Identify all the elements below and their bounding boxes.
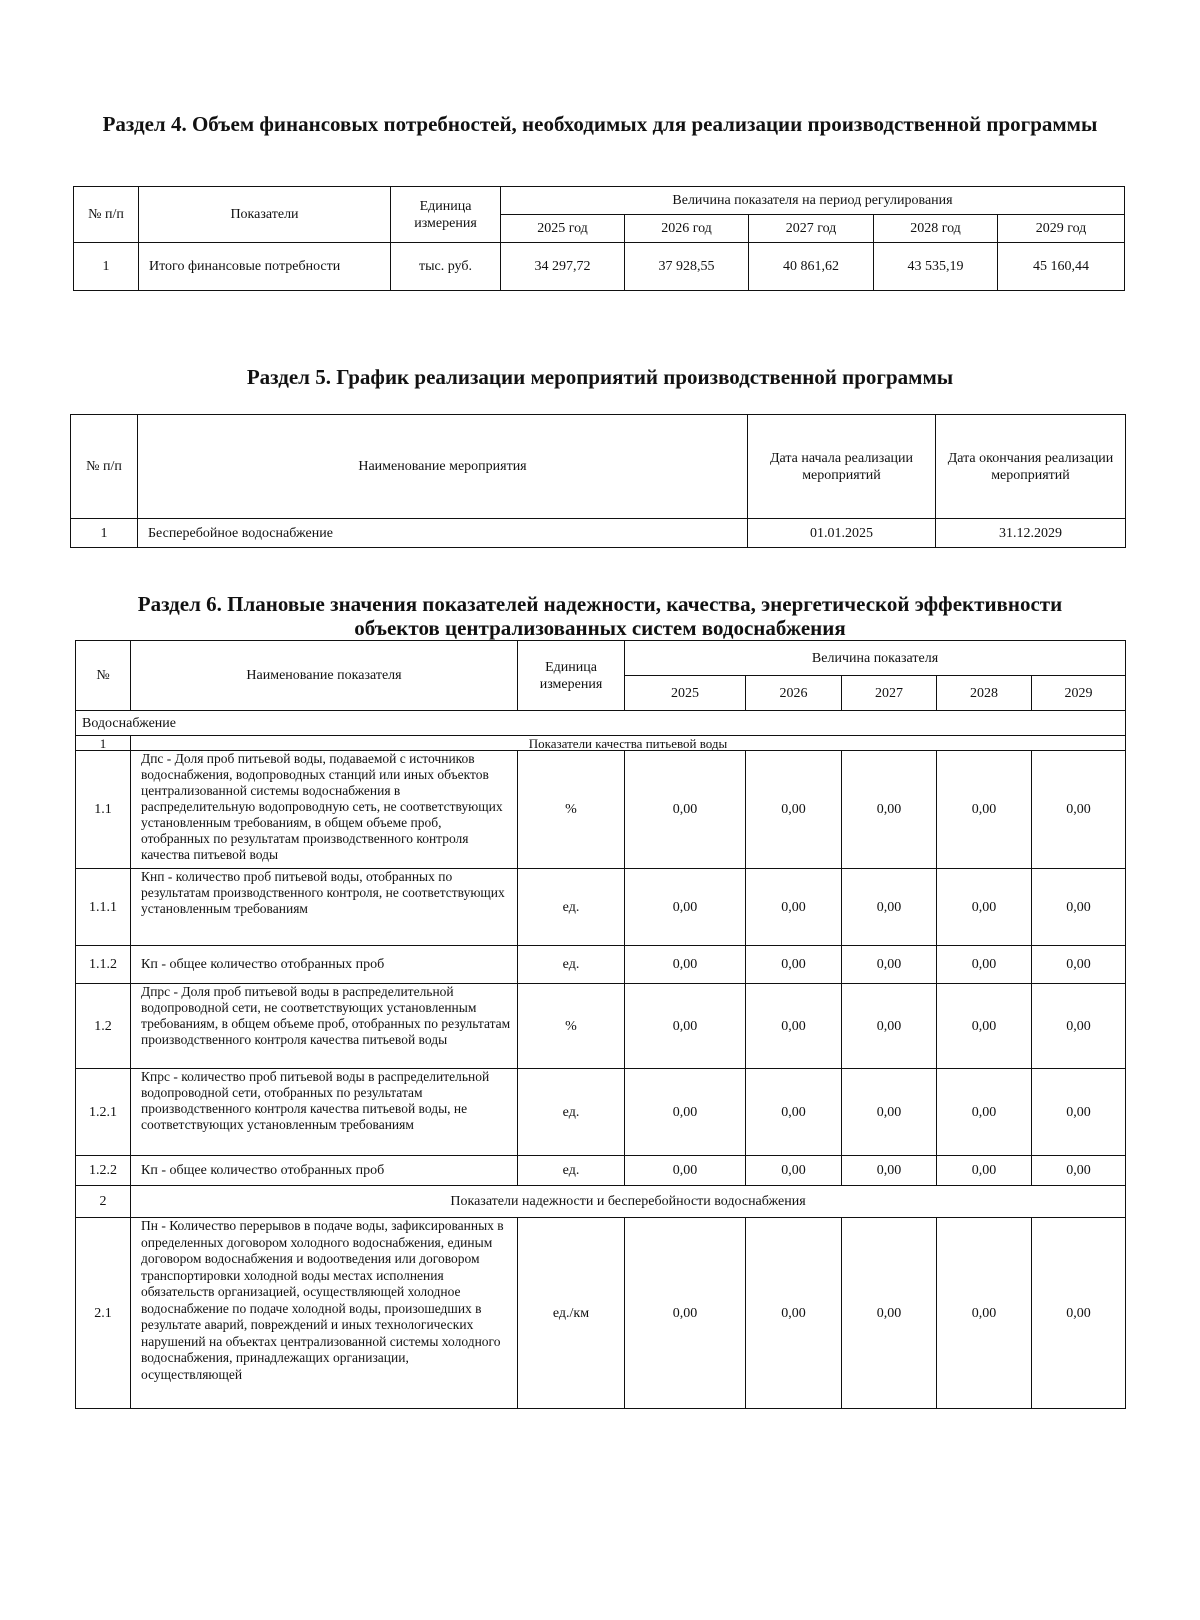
header-year: 2028 год [874, 215, 998, 243]
row-value: 45 160,44 [998, 243, 1125, 291]
row-value: 0,00 [842, 751, 937, 869]
header-year: 2027 [842, 676, 937, 711]
row-unit: ед. [518, 869, 625, 946]
row-value: 0,00 [842, 984, 937, 1069]
row-value: 0,00 [842, 946, 937, 984]
row-value: 0,00 [937, 1069, 1032, 1156]
table-row [76, 946, 1126, 984]
row-value: 0,00 [746, 751, 842, 869]
financial-needs-table [73, 186, 1125, 291]
row-value: 0,00 [842, 1218, 937, 1409]
row-name: Пн - Количество перерывов в подаче воды, зафиксированных в определенных договором холодного водоснабжения, единым договором водоснабжения и водоотведения или договором транспортировки холодной воды местах исполнения обязательств организацией, осуществляющей холодное водоснабжение по подаче холодной воды, произошедших в результате аварий, повреждений и иных технологических нарушений на объектах централизованной системы холодного водоснабжения, принадлежащих организации, осуществляющей [131, 1218, 518, 1409]
row-name: Кп - общее количество отобранных проб [131, 1156, 518, 1186]
row-num: 1.1.1 [76, 869, 131, 946]
row-start: 01.01.2025 [748, 519, 936, 548]
section-title: Показатели надежности и бесперебойности водоснабжения [131, 1186, 1126, 1218]
schedule-table [70, 414, 1126, 548]
row-value: 0,00 [746, 1156, 842, 1186]
section-6-title-line2: объектов централизованных систем водоснабжения [354, 616, 846, 640]
row-value: 0,00 [1032, 984, 1126, 1069]
row-value: 0,00 [625, 1156, 746, 1186]
header-value: Величина показателя [625, 641, 1126, 676]
table-row [76, 1156, 1126, 1186]
row-value: 0,00 [1032, 1218, 1126, 1409]
row-value: 0,00 [842, 1069, 937, 1156]
row-value: 0,00 [1032, 869, 1126, 946]
row-name: Кп - общее количество отобранных проб [131, 946, 518, 984]
row-value: 0,00 [937, 984, 1032, 1069]
row-num: 1.1.2 [76, 946, 131, 984]
row-unit: ед. [518, 1069, 625, 1156]
row-value: 0,00 [625, 1218, 746, 1409]
row-name: Дпс - Доля проб питьевой воды, подаваемой с источников водоснабжения, водопроводных станций или иных объектов централизованной системы водоснабжения в распределительную водопроводную сеть, не соответствующих установленным требованиям, в общем объеме проб, отобранных по результатам производственного контроля качества питьевой воды [131, 751, 518, 869]
header-year: 2026 год [625, 215, 749, 243]
row-unit: тыс. руб. [391, 243, 501, 291]
row-value: 0,00 [842, 1156, 937, 1186]
row-value: 0,00 [1032, 1156, 1126, 1186]
row-num: 1.2.1 [76, 1069, 131, 1156]
header-unit: Единица измерения [518, 641, 625, 711]
section-4-title: Раздел 4. Объем финансовых потребностей, необходимых для реализации производственной программы [102, 112, 1098, 136]
section-6-title-line1: Раздел 6. Плановые значения показателей надежности, качества, энергетической эффективности [137, 592, 1063, 616]
row-value: 0,00 [937, 1156, 1032, 1186]
row-unit: ед./км [518, 1218, 625, 1409]
table-row [76, 1069, 1126, 1156]
row-value: 0,00 [625, 946, 746, 984]
table-row [76, 751, 1126, 869]
row-value: 0,00 [746, 869, 842, 946]
header-num: № п/п [74, 187, 139, 243]
row-value: 0,00 [937, 1218, 1032, 1409]
table-row [76, 984, 1126, 1069]
row-name: Дпрс - Доля проб питьевой воды в распределительной водопроводной сети, не соответствующих установленным требованиям, в общем объеме проб, отобранных по результатам производственного контроля качества питьевой воды [131, 984, 518, 1069]
row-value: 0,00 [625, 751, 746, 869]
group-row: Водоснабжение [76, 711, 1126, 736]
section-num: 1 [76, 736, 131, 751]
row-value: 0,00 [625, 984, 746, 1069]
row-name: Кнп - количество проб питьевой воды, отобранных по результатам производственного контроля, не соответствующих установленным требованиям [131, 869, 518, 946]
header-indicators: Показатели [139, 187, 391, 243]
row-value: 0,00 [842, 869, 937, 946]
row-value: 0,00 [937, 946, 1032, 984]
row-value: 37 928,55 [625, 243, 749, 291]
row-name: Итого финансовые потребности [139, 243, 391, 291]
row-unit: % [518, 984, 625, 1069]
header-num: № [76, 641, 131, 711]
row-num: 1.1 [76, 751, 131, 869]
row-value: 43 535,19 [874, 243, 998, 291]
row-end: 31.12.2029 [936, 519, 1126, 548]
row-num: 2.1 [76, 1218, 131, 1409]
header-name: Наименование показателя [131, 641, 518, 711]
indicators-table [75, 640, 1126, 1409]
header-year: 2028 [937, 676, 1032, 711]
section-num: 2 [76, 1186, 131, 1218]
row-value: 0,00 [625, 869, 746, 946]
header-year: 2026 [746, 676, 842, 711]
row-value: 0,00 [937, 751, 1032, 869]
row-value: 0,00 [1032, 1069, 1126, 1156]
row-value: 0,00 [937, 869, 1032, 946]
row-value: 0,00 [625, 1069, 746, 1156]
row-num: 1 [74, 243, 139, 291]
table-row [71, 519, 1126, 548]
header-name: Наименование мероприятия [138, 415, 748, 519]
table-row [74, 243, 1125, 291]
row-value: 0,00 [1032, 946, 1126, 984]
row-num: 1.2 [76, 984, 131, 1069]
row-name: Кпрс - количество проб питьевой воды в распределительной водопроводной сети, отобранных по результатам производственного контроля качества питьевой воды, не соответствующих установленным требованиям [131, 1069, 518, 1156]
row-name: Бесперебойное водоснабжение [138, 519, 748, 548]
header-num: № п/п [71, 415, 138, 519]
table-row [76, 869, 1126, 946]
section-5-title: Раздел 5. График реализации мероприятий производственной программы [246, 365, 954, 389]
row-value: 0,00 [746, 984, 842, 1069]
row-unit: % [518, 751, 625, 869]
row-value: 0,00 [746, 1218, 842, 1409]
row-value: 34 297,72 [501, 243, 625, 291]
section-title: Показатели качества питьевой воды [131, 736, 1126, 751]
header-year: 2029 [1032, 676, 1126, 711]
row-num: 1.2.2 [76, 1156, 131, 1186]
table-row [76, 1218, 1126, 1409]
header-end: Дата окончания реализации мероприятий [936, 415, 1126, 519]
row-num: 1 [71, 519, 138, 548]
header-year: 2027 год [749, 215, 874, 243]
row-unit: ед. [518, 1156, 625, 1186]
row-value: 0,00 [746, 946, 842, 984]
header-year: 2025 [625, 676, 746, 711]
row-value: 0,00 [746, 1069, 842, 1156]
header-period: Величина показателя на период регулирования [501, 187, 1125, 215]
header-unit: Единица измерения [391, 187, 501, 243]
header-start: Дата начала реализации мероприятий [748, 415, 936, 519]
row-unit: ед. [518, 946, 625, 984]
row-value: 40 861,62 [749, 243, 874, 291]
row-value: 0,00 [1032, 751, 1126, 869]
header-year: 2025 год [501, 215, 625, 243]
header-year: 2029 год [998, 215, 1125, 243]
